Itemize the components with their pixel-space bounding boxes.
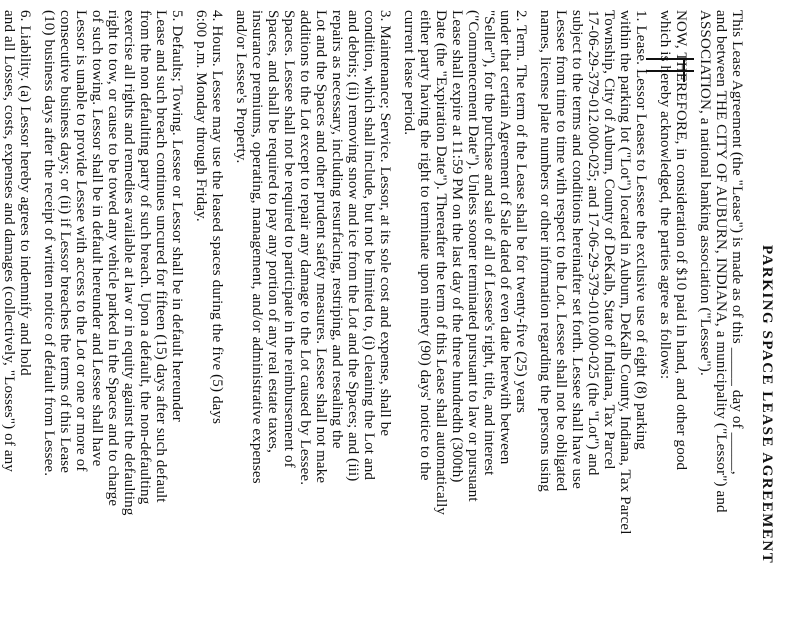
document-line: and debris; (ii) removing snow and ice from the Lot and the Spaces; and (iii) [345,10,361,482]
document-line: 2. Term. The term of the Lease shall be for twenty-five (25) years [513,10,529,414]
document-line: exercise all rights and remedies available at law or in equity against the defaulting [121,10,137,516]
document-line: from the non defaulting party of such breach. Upon a default, the non-defaulting [137,10,153,505]
document-line: and between THE CITY OF AUBURN, INDIANA, a municipality ("Lessor") and [713,10,729,513]
document-line: Township, City of Auburn, County of DeKalb, State of Indiana, Tax Parcel [601,10,617,470]
document-line: and all Losses, costs, expenses and damages (collectively, "Losses") of any [1,10,17,472]
document-line: 6:00 p.m. Monday through Friday. [193,10,209,222]
document-line: ("Commencement Date"). Unless sooner terminated pursuant to law or pursuant [465,10,481,502]
document-line: Lessor is unable to provide Lessee with access to the Lot or one or more of [73,10,89,472]
document-line: 4. Hours. Lessee may use the leased spaces during the five (5) days [209,10,225,425]
document-line: Lessee from time to time with respect to the Lot. Lessee shall not be obligated [553,10,569,492]
document-line: under that certain Agreement of Sale dated of even date herewith between [497,10,513,465]
document-line: Spaces. Lessee shall not be required to participate in the reimbursement of [281,10,297,468]
document-line: ASSOCIATION, a national banking association ("Lessee"). [697,10,713,376]
document-line: This Lease Agreement (the "Lease") is made as of this _____ day of _____, [729,10,745,475]
document-line: subject to the terms and conditions hereinafter set forth. Lessee shall have use [569,10,585,489]
document-line: 17-06-29-379-012.000-025; and 17-06-29-379-010.000-025 (the "Lot") and [585,10,601,476]
document-line [0,10,1,485]
document-line: 3. Maintenance; Service. Lessor, at its sole cost and expense, shall be [377,10,393,437]
document-line: Lease and such breach continues uncured for fifteen (15) days after such default [153,10,169,503]
document-line: insurance premiums, operating, management, and/or administrative expenses [249,10,265,484]
document-line: names, license plate numbers or other information regarding the persons using [537,10,553,492]
document-line: and/or Lessee's Property. [233,10,249,164]
document-line: additions to the Lot except to repair any damage to the Lot caused by Lessee. [297,10,313,486]
document-line: Lot and the Spaces and other prudent safety measures. Lessee shall not make [313,10,329,484]
document-line: 6. Liability. (a) Lessor hereby agrees to indemnify and hold [17,10,33,376]
document-line: Date (the "Expiration Date"). Thereafter the term of this Lease shall automatically [433,10,449,516]
document-line: consecutive business days; or (ii) if Lessor breaches the terms of this Lease [57,10,73,474]
document-line: repairs as necessary, including resurfacing, restriping, and resealing the [329,10,345,449]
document-line: 1. Lease. Lessor Leases to Lessee the exclusive use of eight (8) parking [633,10,649,450]
document-line: of such towing. Lessor shall be in default hereunder and Lessee shall have [89,10,105,467]
document-line: within the parking lot ("Lot") located in Auburn, DeKalb County, Indiana, Tax Parcel [617,10,633,535]
document-line: right to tow, or cause to be towed any vehicle parked in the Spaces and to charge [105,10,121,507]
document-line: NOW, THEREFORE, in consideration of $10 paid in hand, and other good [673,10,689,471]
rotated-lease-document [1,10,775,610]
document-line: Spaces, and shall be required to pay any portion of any real estate taxes, [265,10,281,454]
document-line: "Seller"), for the purchase and sale of all of Lessee's right, title, and interest [481,10,497,476]
document-line: Lease shall expire at 11:59 PM on the last day of the three hundredth (300th) [449,10,465,483]
document-line: current lease period. [401,10,417,136]
document-line: which is hereby acknowledged, the parties agree as follows: [657,10,673,380]
document-title: PARKING SPACE LEASE AGREEMENT [759,245,775,565]
document-line: either party having the right to terminate upon ninety (90) days' notice to the [417,10,433,481]
document-line: (10) business days after the receipt of written notice of default from Lessee. [41,10,57,477]
document-line: condition, which shall include, but not be limited to, (i) cleaning the Lot and [361,10,377,481]
document-line: 5. Defaults; Towing. Lessee or Lessor shall be in default hereunder [169,10,185,422]
